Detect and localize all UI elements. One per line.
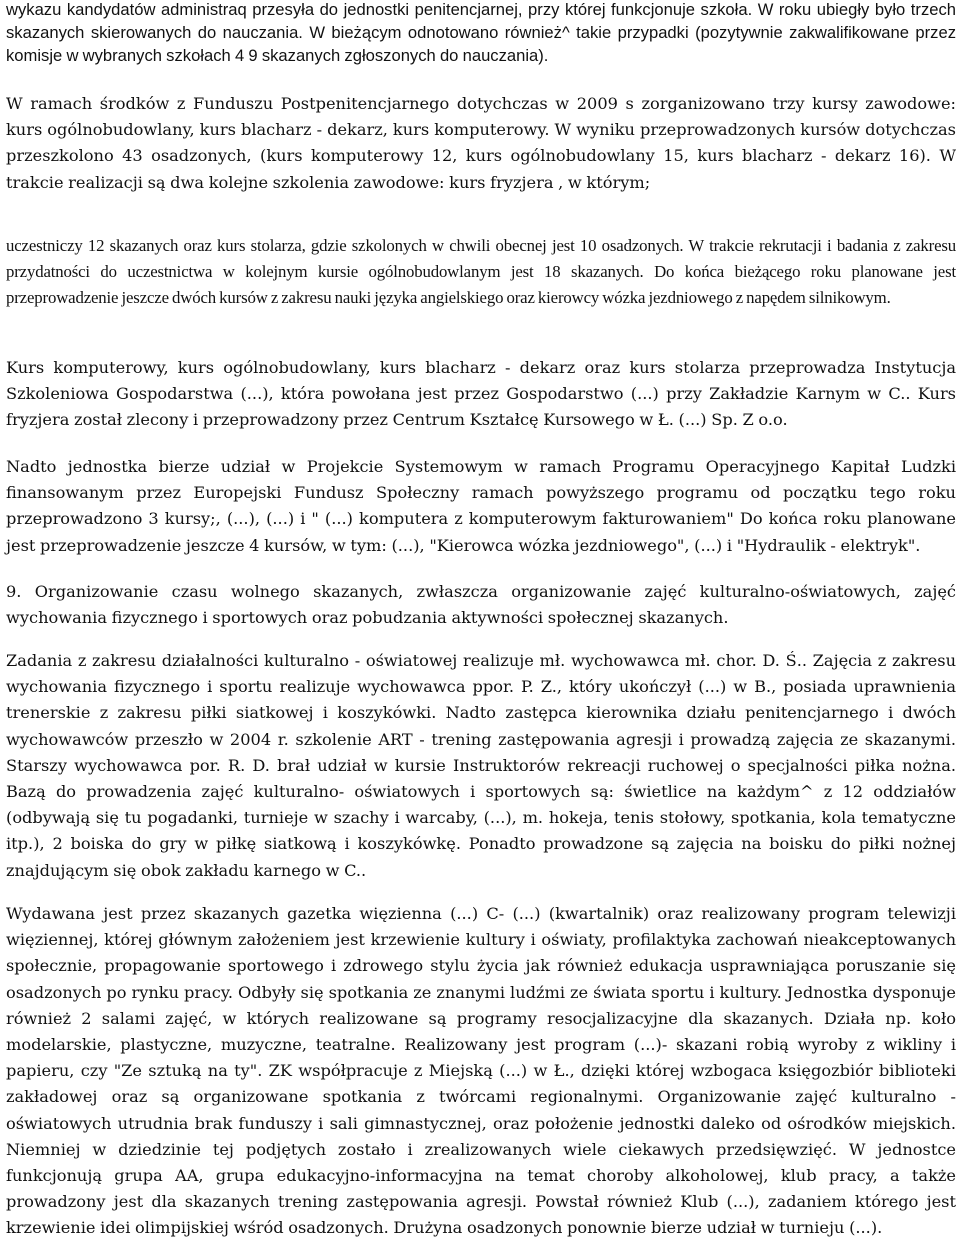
paragraph-8: Wydawana jest przez skazanych gazetka więzienna (...) C- (...) (kwartalnik) oraz realizowany program telewizji więziennej, której głównym założeniem jest krzewienie kultury i oświaty, profilaktyka zachowań nieakceptowanych społecznie, propagowanie sportowego i zdrowego stylu życia jak również edukacja usprawniająca poruszanie się osadzonych po rynku pracy. Odbyły się spotkania ze znanymi ludźmi ze świata sportu i kultury. Jednostka dysponuje również 2 salami zajęć, w których realizowane są programy resocjalizacyjne dla skazanych. Działa np. koło modelarskie, plastyczne, muzyczne, teatralne. Realizowany jest program (...)- skazani robią wyroby z wikliny i papieru, czy "Ze sztuką na ty". ZK współpracuje z Miejską (...) w Ł., dzięki której wzbogaca księgozbiór biblioteki zakładowej oraz są organizowane spotkania z twórcami regionalnymi. Organizowanie zajęć kulturalno - oświatowych utrudnia brak funduszy i sali gimnastycznej, oraz położenie jednostki daleko od ośrodków miejskich. Niemniej w dziedzinie tej podjętych zostało i zrealizowanych wiele ciekawych przedsięwzięć. W jednostce funkcjonują grupa AA, grupa edukacyjno-informacyjna na temat choroby alkoholowej, klub pracy, a także prowadzony jest dla skazanych trening zastępowania agresji. Powstał również Klub (...), zadaniem którego jest krzewienie idei olimpijskiej wśród osadzonych. Drużyna osadzonych ponownie bierze udział w turnieju (...).: [6, 904, 956, 1238]
paragraph-7: Zadania z zakresu działalności kulturalno - oświatowej realizuje mł. wychowawca mł. chor. D. Ś.. Zajęcia z zakresu wychowania fizycznego i sportu realizuje wychowawca ppor. P. Z., który ukończył (...) w B., posiada uprawnienia trenerskie z zakresu piłki siatkowej i koszykówki. Nadto zastępca kierownika działu penitencjarnego i dwóch wychowawców przeszło w 2004 r. szkolenie ART - trening zastępowania agresji i prowadzą zajęcia ze skazanymi. Starszy wychowawca por. R. D. brał udział w kursie Instruktorów rekreacji ruchowej o specjalności piłka nożna. Bazą do prowadzenia zajęć kulturalno- oświatowych i sportowych są: świetlice na każdym^ z 12 oddziałów (odbywają się tu pogadanki, turnieje w szachy i warcaby, (...), m. hokeja, tenis stołowy, spotkania, kola tematyczne itp.), 2 boiska do gry w piłkę siatkową i koszykówkę. Ponadto prowadzone są zajęcia na boisku do piłki nożnej znajdującym się obok zakładu karnego w C..: [6, 651, 956, 880]
paragraph-1: wykazu kandydatów administraq przesyła do jednostki penitencjarnej, przy której funkcjonuje szkoła. W roku ubiegły było trzech skazanych skierowanych do nauczania. W bieżącym odnotowano również^ takie przypadki (pozytywnie zakwalifikowane przez komisje w wybranych szkołach 4 9 skazanych zgłoszonych do nauczania).: [6, 0, 956, 65]
paragraph-6: 9. Organizowanie czasu wolnego skazanych, zwłaszcza organizowanie zajęć kulturalno-oświatowych, zajęć wychowania fizycznego i sportowych oraz pobudzania aktywności społecznej skazanych.: [6, 582, 956, 628]
paragraph-2: W ramach środków z Funduszu Postpenitencjarnego dotychczas w 2009 s zorganizowano trzy kursy zawodowe: kurs ogólnobudowlany, kurs blacharz - dekarz, kurs komputerowy. W wyniku przeprowadzonych kursów dotychczas przeszkolono 43 osadzonych, (kurs komputerowy 12, kurs ogólnobudowlany 15, kurs blacharz - dekarz 16). W trakcie realizacji są dwa kolejne szkolenia zawodowe: kurs fryzjera , w którym;: [6, 94, 956, 192]
paragraph-5: Nadto jednostka bierze udział w Projekcie Systemowym w ramach Programu Operacyjnego Kapitał Ludzki finansowanym przez Europejski Fundusz Społeczny ramach powyższego programu od początku tego roku przeprowadzono 3 kursy;, (...), (...) i " (...) komputera z komputerowym fakturowaniem" Do końca roku planowane jest przeprowadzenie jeszcze 4 kursów, w tym: (...), "Kierowca wózka jezdniowego", (...) i "Hydraulik - elektryk".: [6, 457, 956, 555]
paragraph-4: Kurs komputerowy, kurs ogólnobudowlany, kurs blacharz - dekarz oraz kurs stolarza przeprowadza Instytucja Szkoleniowa Gospodarstwa (...), która powołana jest przez Gospodarstwo (...) przy Zakładzie Karnym w C.. Kurs fryzjera został zlecony i przeprowadzony przez Centrum Kształcę Kursowego w Ł. (...) Sp. Z o.o.: [6, 358, 956, 430]
paragraph-3: uczestniczy 12 skazanych oraz kurs stolarza, gdzie szkolonych w chwili obecnej jest 10 osadzonych. W trakcie rekrutacji i badania z zakresu przydatności do uczestnictwa w kolejnym kursie ogólnobudowlanym jest 18 skazanych. Do końca bieżącego roku planowane jest przeprowadzenie jeszcze dwóch kursów z zakresu nauki języka angielskiego oraz kierowcy wózka jezdniowego z napędem silnikowym.: [6, 236, 956, 308]
